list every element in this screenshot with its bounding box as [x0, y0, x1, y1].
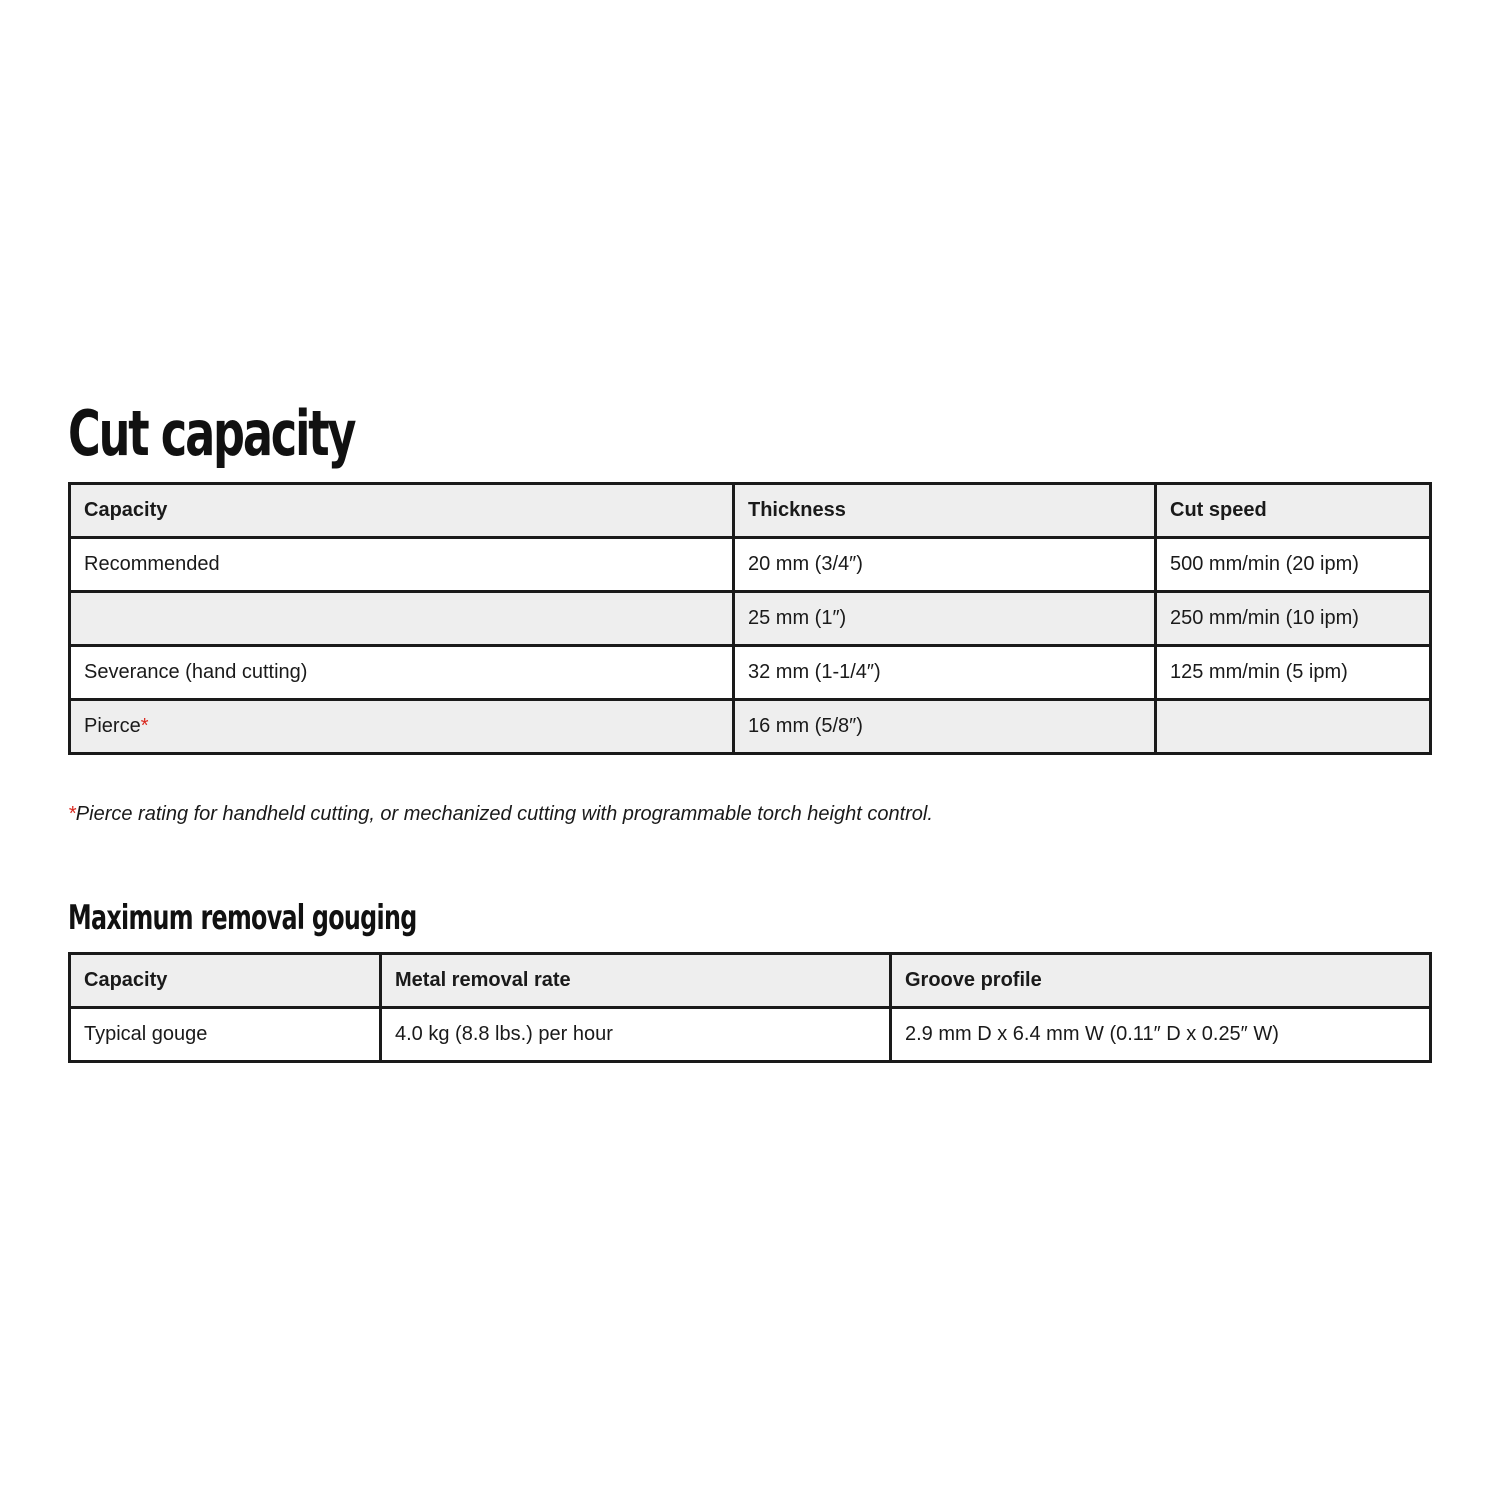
- cell-capacity: [70, 592, 734, 646]
- cell-capacity: [70, 700, 734, 754]
- cell-thickness: 20 mm (3/4″): [734, 538, 1156, 592]
- table-row: [70, 646, 1431, 700]
- table-header-row: [70, 954, 1431, 1008]
- header-metal-removal-rate: Metal removal rate: [381, 954, 891, 1008]
- header-capacity: Capacity: [70, 484, 734, 538]
- cell-capacity: Severance (hand cutting): [70, 646, 734, 700]
- table-header-row: [70, 484, 1431, 538]
- section-title: Maximum removal gouging: [68, 898, 417, 938]
- gouging-table: [68, 952, 1432, 1063]
- cell-cut-speed: 500 mm/min (20 ipm): [1156, 538, 1431, 592]
- header-capacity: Capacity: [70, 954, 381, 1008]
- cell-thickness: 32 mm (1-1/4″): [734, 646, 1156, 700]
- cell-metal-removal-rate: 4.0 kg (8.8 lbs.) per hour: [381, 1008, 891, 1062]
- cell-thickness: 16 mm (5/8″): [734, 700, 1156, 754]
- cell-capacity-label: Pierce: [84, 715, 141, 737]
- cell-capacity: Typical gouge: [70, 1008, 381, 1062]
- footnote-asterisk: *: [68, 803, 76, 825]
- cut-capacity-table: [68, 482, 1432, 755]
- footnote-text: Pierce rating for handheld cutting, or mechanized cutting with programmable torch height control.: [75, 803, 933, 825]
- header-cut-speed: Cut speed: [1156, 484, 1431, 538]
- cell-cut-speed: 250 mm/min (10 ipm): [1156, 592, 1431, 646]
- page-title: Cut capacity: [68, 397, 355, 470]
- table-row: [70, 538, 1431, 592]
- header-groove-profile: Groove profile: [891, 954, 1431, 1008]
- cell-cut-speed: 125 mm/min (5 ipm): [1156, 646, 1431, 700]
- table-row: [70, 1008, 1431, 1062]
- footnote: [68, 802, 933, 826]
- cell-cut-speed: [1156, 700, 1431, 754]
- cell-thickness: 25 mm (1″): [734, 592, 1156, 646]
- table-row: [70, 700, 1431, 754]
- header-thickness: Thickness: [734, 484, 1156, 538]
- cell-groove-profile: 2.9 mm D x 6.4 mm W (0.11″ D x 0.25″ W): [891, 1008, 1431, 1062]
- cell-capacity: Recommended: [70, 538, 734, 592]
- table-row: [70, 592, 1431, 646]
- footnote-asterisk: *: [140, 715, 149, 737]
